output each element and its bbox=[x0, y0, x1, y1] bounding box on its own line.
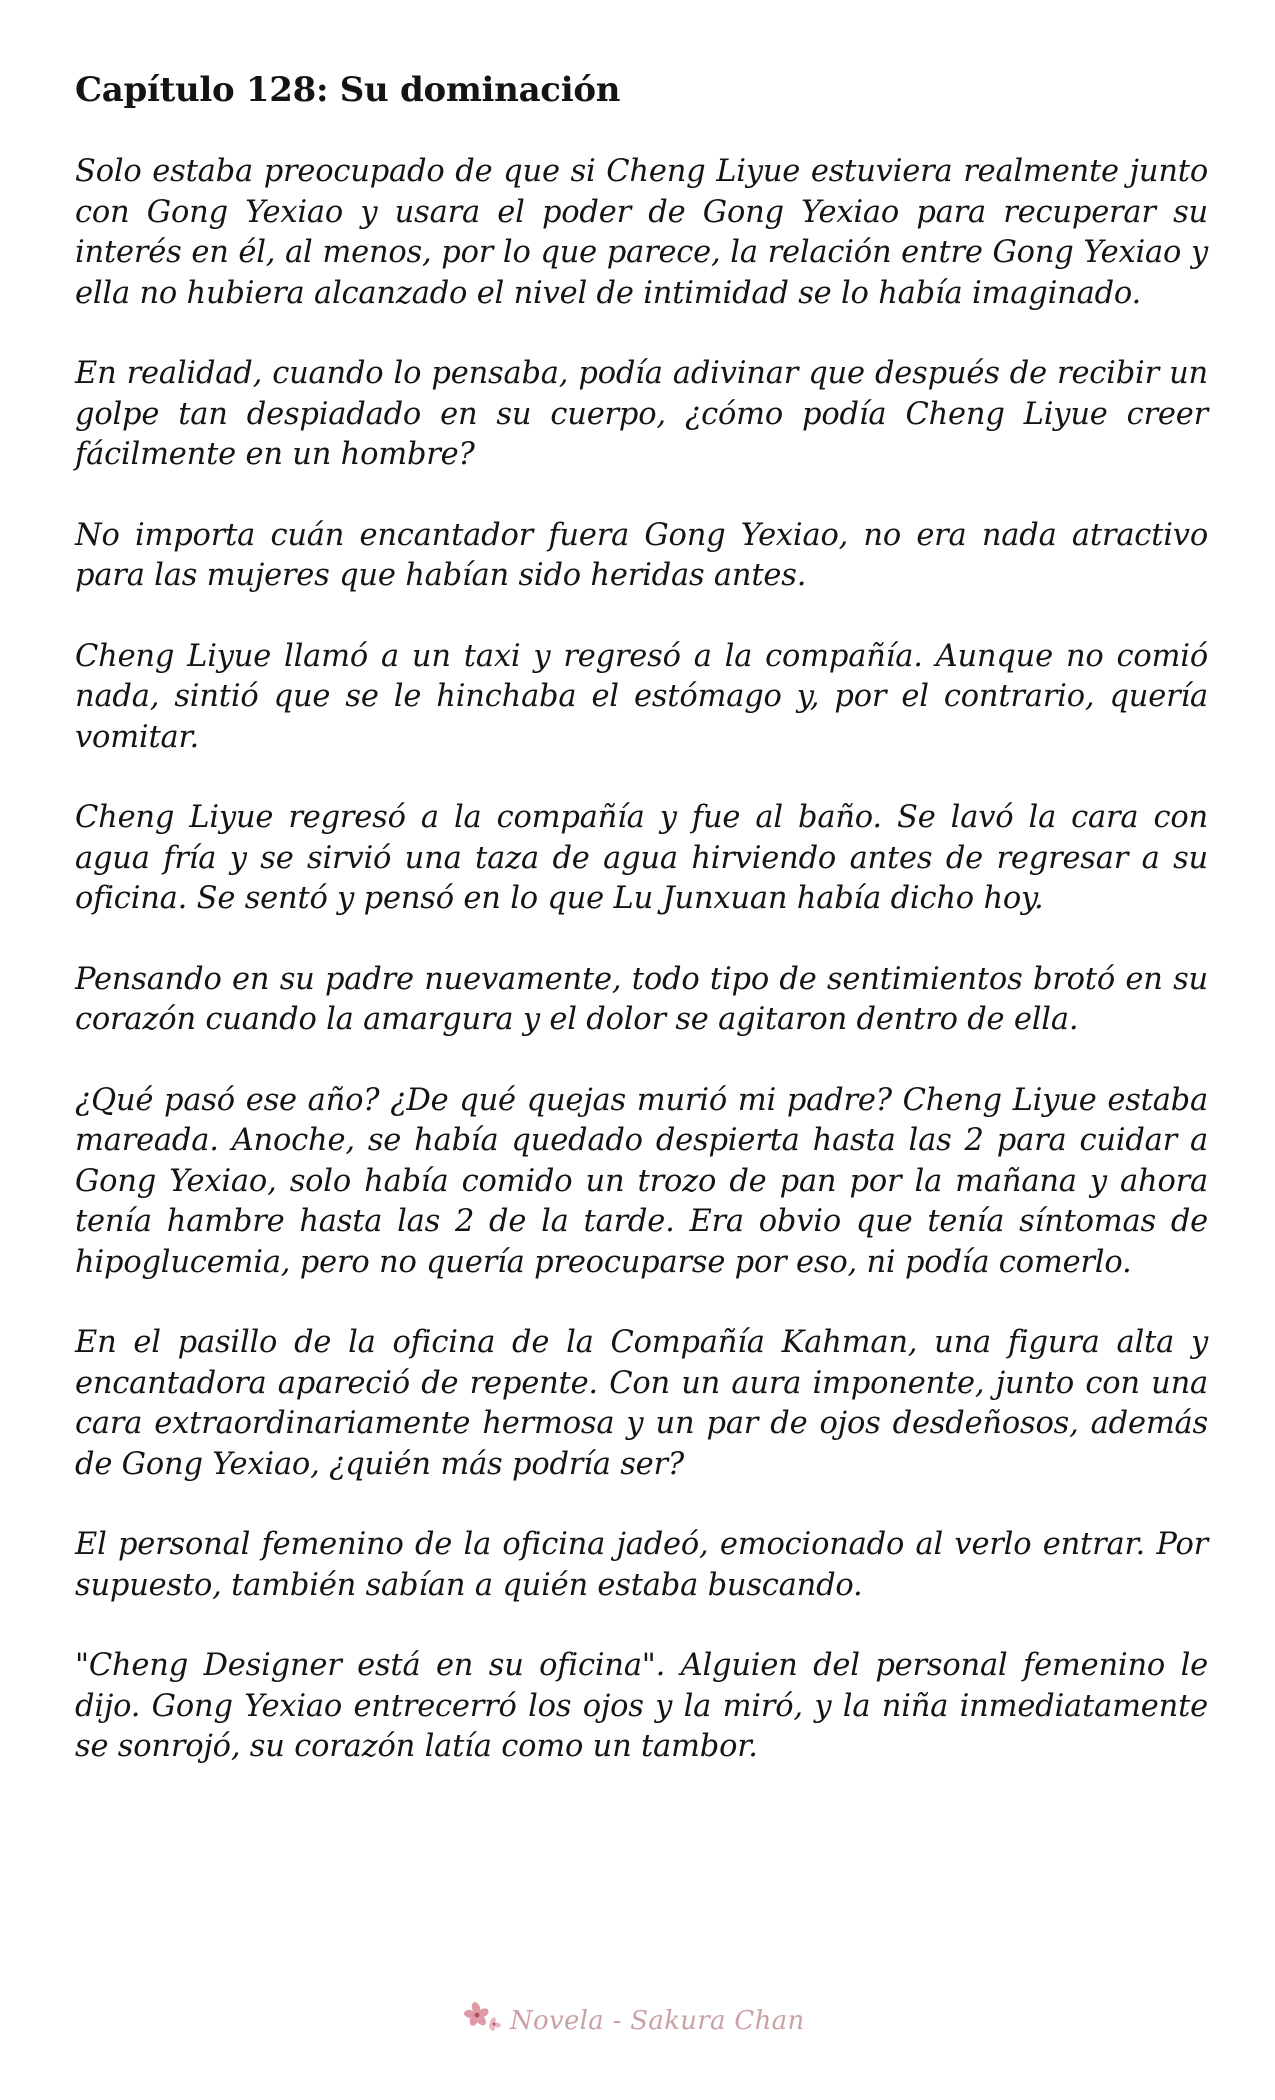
paragraph: Cheng Liyue regresó a la compañía y fue al baño. Se lavó la cara con agua fría y se sirvió una taza de agua hirviendo antes de regresar a su oficina. Se sentó y pensó en lo que Lu Junxuan había dicho hoy. bbox=[75, 800, 1208, 916]
chapter-body bbox=[75, 152, 1208, 1768]
paragraph: En el pasillo de la oficina de la Compañía Kahman, una figura alta y encantadora apareció de repente. Con un aura imponente, junto con una cara extraordinariamente hermosa y un par de ojos desdeñosos, además de Gong Yexiao, ¿quién más podría ser? bbox=[75, 1325, 1208, 1482]
paragraph: El personal femenino de la oficina jadeó, emocionado al verlo entrar. Por supuesto, también sabían a quién estaba buscando. bbox=[75, 1527, 1208, 1603]
chapter-title: Capítulo 128: Su dominación bbox=[75, 70, 621, 110]
paragraph: Cheng Liyue llamó a un taxi y regresó a la compañía. Aunque no comió nada, sintió que se le hinchaba el estómago y, por el contrario, quería vomitar. bbox=[75, 638, 1208, 755]
watermark-text: Novela - Sakura Chan bbox=[510, 2006, 805, 2036]
paragraph: Pensando en su padre nuevamente, todo tipo de sentimientos brotó en su corazón cuando la amargura y el dolor se agitaron dentro de ella. bbox=[75, 961, 1208, 1037]
paragraph: No importa cuán encantador fuera Gong Yexiao, no era nada atractivo para las mujeres que habían sido heridas antes. bbox=[75, 517, 1208, 593]
watermark bbox=[462, 1997, 822, 2045]
paragraph: "Cheng Designer está en su oficina". Alguien del personal femenino le dijo. Gong Yexiao entrecerró los ojos y la miró, y la niña inmediatamente se sonrojó, su corazón latía como un tambor. bbox=[75, 1648, 1208, 1764]
paragraph: En realidad, cuando lo pensaba, podía adivinar que después de recibir un golpe tan despiadado en su cuerpo, ¿cómo podía Cheng Liyue creer fácilmente en un hombre? bbox=[75, 356, 1208, 472]
sakura-flower-icon bbox=[462, 1999, 504, 2044]
paragraph: Solo estaba preocupado de que si Cheng Liyue estuviera realmente junto con Gong Yexiao y usara el poder de Gong Yexiao para recuperar su interés en él, al menos, por lo que parece, la relación entre Gong Yexiao y ella no hubiera alcanzado el nivel de intimidad se lo había imaginado. bbox=[75, 154, 1208, 311]
paragraph: ¿Qué pasó ese año? ¿De qué quejas murió mi padre? Cheng Liyue estaba mareada. Anoche, se había quedado despierta hasta las 2 para cuidar a Gong Yexiao, solo había comido un trozo de pan por la mañana y ahora tenía hambre hasta las 2 de la tarde. Era obvio que tenía síntomas de hipoglucemia, pero no quería preocuparse por eso, ni podía comerlo. bbox=[75, 1082, 1208, 1280]
chapter-page bbox=[75, 70, 1208, 1808]
